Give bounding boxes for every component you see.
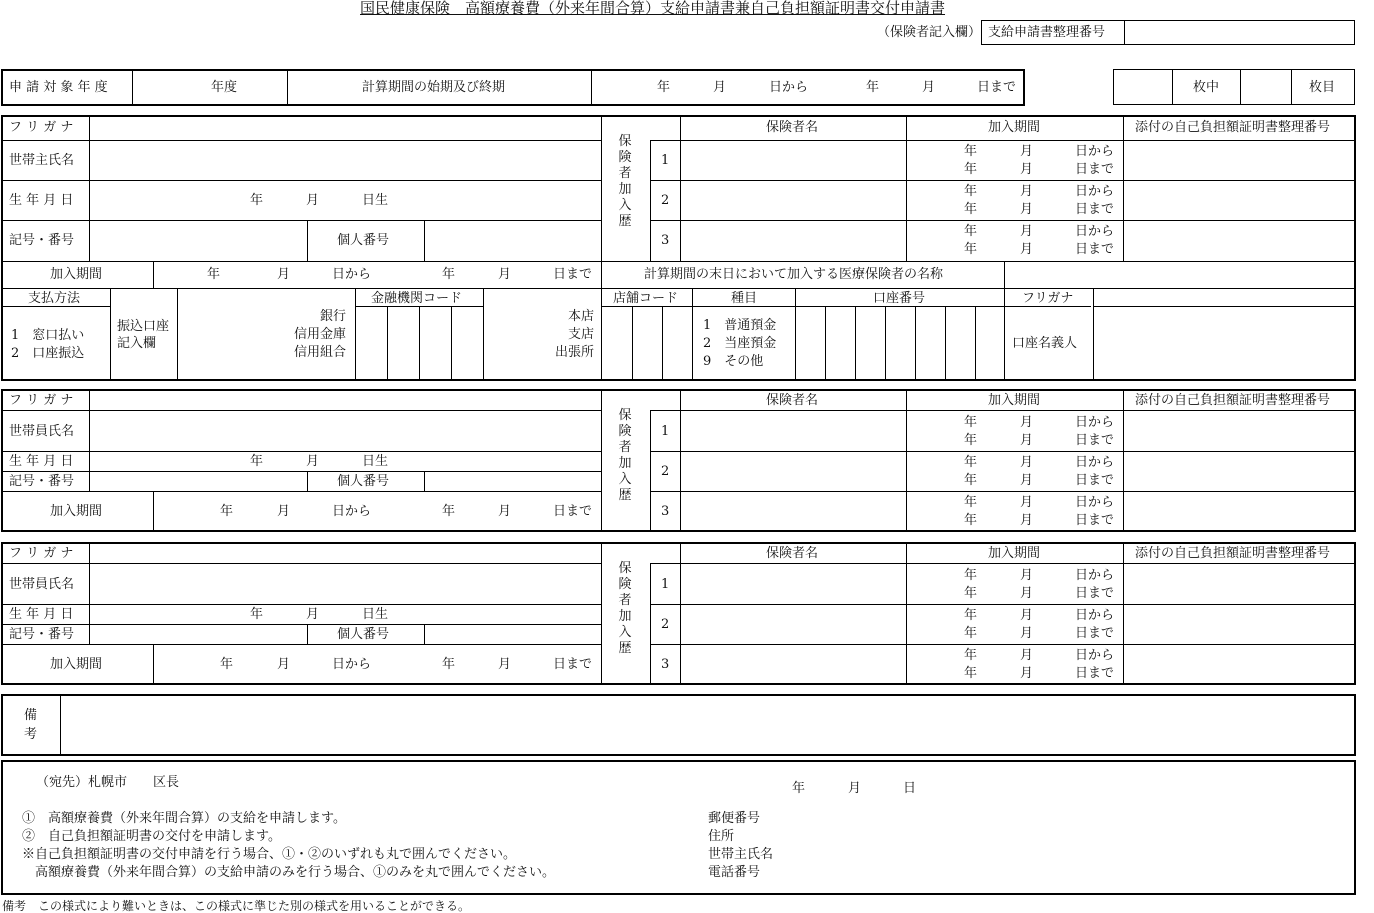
bank-code-label: 金融機関コード (371, 291, 463, 306)
transfer-label-2: 記入欄 (117, 336, 157, 351)
enroll-from-year: 年 (207, 267, 221, 282)
period-from-day: 日から (1075, 415, 1115, 430)
insurer-name-input[interactable] (681, 181, 905, 219)
end-insurer-input[interactable] (1005, 262, 1354, 287)
history-row-number: 3 (661, 233, 670, 248)
insurer-name-input[interactable] (681, 141, 905, 179)
head-name-input[interactable] (91, 141, 600, 179)
end-insurer-label: 計算期間の末日において加入する医療保険者の名称 (644, 267, 944, 282)
to-year: 年 (866, 80, 880, 95)
attached-number-header: 添付の自己負担額証明書整理番号 (1135, 546, 1331, 561)
period-to-month: 月 (1020, 626, 1034, 641)
branch-name-input[interactable] (484, 289, 554, 378)
history-row-number: 2 (661, 193, 670, 208)
insurer-name-header: 保険者名 (766, 120, 819, 135)
account-type-label: 種目 (731, 291, 758, 306)
attached-number-input[interactable] (1124, 221, 1354, 260)
period-from-year: 年 (964, 415, 978, 430)
member-dob-input[interactable] (91, 452, 600, 470)
insurer-name-header: 保険者名 (766, 393, 819, 408)
address-label: 住所 (708, 829, 735, 844)
branch-code-label: 店舗コード (613, 291, 679, 306)
remarks-label-1: 備 (24, 708, 38, 723)
head-id-input[interactable] (91, 221, 306, 260)
period-from-month: 月 (1020, 648, 1034, 663)
member-name-input[interactable] (91, 411, 600, 450)
attached-number-input[interactable] (1124, 181, 1354, 219)
period-to-day: 日まで (1075, 626, 1115, 641)
account-type-ordinary[interactable]: 1 普通預金 (703, 318, 777, 333)
dob-day: 日生 (362, 454, 389, 469)
period-from-day: 日から (1075, 184, 1115, 199)
period-to-month: 月 (1020, 162, 1034, 177)
period-header: 加入期間 (988, 393, 1041, 408)
enroll-from-day: 日から (332, 657, 372, 672)
account-holder-input[interactable] (1094, 307, 1354, 378)
enroll-to-month: 月 (498, 504, 512, 519)
enroll-from-year: 年 (220, 657, 234, 672)
payment-option-window[interactable]: 1 窓口払い (11, 328, 85, 343)
furigana-label: フ リ ガ ナ (9, 393, 74, 408)
dob-month: 月 (306, 193, 320, 208)
head-dob-input[interactable] (91, 181, 600, 219)
member-dob-input[interactable] (91, 605, 600, 623)
furigana-label: フ リ ガ ナ (9, 120, 74, 135)
pages-of-label: 枚中 (1193, 80, 1220, 95)
attached-number-input[interactable] (1124, 605, 1354, 643)
bank-type-credit-union: 信用金庫 (294, 327, 347, 342)
period-to-day: 日まで (1075, 242, 1115, 257)
year-unit: 年度 (211, 80, 238, 95)
from-month: 月 (713, 80, 727, 95)
period-from-day: 日から (1075, 648, 1115, 663)
period-from-day: 日から (1075, 608, 1115, 623)
account-type-other[interactable]: 9 その他 (703, 354, 764, 369)
enroll-to-year: 年 (442, 504, 456, 519)
calc-period-label: 計算期間の始期及び終期 (362, 80, 506, 95)
period-to-year: 年 (964, 202, 978, 217)
my-number-label: 個人番号 (337, 233, 390, 248)
id-label: 記号・番号 (9, 233, 75, 248)
period-to-year: 年 (964, 513, 978, 528)
insurance-history-label: 保 険 者 加 入 歴 (618, 561, 632, 656)
phone-label: 電話番号 (708, 865, 761, 880)
enroll-to-day: 日まで (553, 504, 593, 519)
branch-type-branch: 支店 (568, 327, 595, 342)
period-to-year: 年 (964, 626, 978, 641)
dob-day: 日生 (362, 193, 389, 208)
payment-option-transfer[interactable]: 2 口座振込 (11, 346, 85, 361)
period-from-day: 日から (1075, 144, 1115, 159)
date-day: 日 (903, 781, 917, 796)
insurer-name-input[interactable] (681, 605, 905, 643)
period-from-year: 年 (964, 224, 978, 239)
period-from-year: 年 (964, 495, 978, 510)
attached-number-input[interactable] (1124, 452, 1354, 490)
enroll-to-month: 月 (498, 657, 512, 672)
enroll-to-month: 月 (498, 267, 512, 282)
insurer-name-header: 保険者名 (766, 546, 819, 561)
account-number-label: 口座番号 (873, 291, 926, 306)
period-from-day: 日から (1075, 568, 1115, 583)
period-from-month: 月 (1020, 608, 1034, 623)
member-id-input[interactable] (91, 625, 306, 643)
period-to-year: 年 (964, 586, 978, 601)
period-from-day: 日から (1075, 455, 1115, 470)
payment-method-label: 支払方法 (28, 291, 81, 306)
dob-year: 年 (250, 193, 264, 208)
history-row-number: 1 (661, 153, 670, 168)
bank-type-bank: 銀行 (320, 309, 347, 324)
account-number-input[interactable] (796, 307, 1004, 378)
enroll-from-month: 月 (277, 267, 291, 282)
from-year: 年 (657, 80, 671, 95)
reference-number-label: 支給申請書整理番号 (988, 25, 1106, 40)
attached-number-input[interactable] (1124, 564, 1354, 603)
period-from-year: 年 (964, 568, 978, 583)
enroll-from-month: 月 (277, 657, 291, 672)
branch-code-input[interactable] (602, 307, 692, 378)
form-title: 国民健康保険 高額療養費（外来年間合算）支給申請書兼自己負担額証明書交付申請書 (360, 0, 946, 17)
dob-label: 生 年 月 日 (9, 193, 74, 208)
period-to-month: 月 (1020, 242, 1034, 257)
period-to-year: 年 (964, 433, 978, 448)
period-to-month: 月 (1020, 433, 1034, 448)
period-from-month: 月 (1020, 184, 1034, 199)
target-year-input[interactable] (134, 71, 204, 104)
attached-number-header: 添付の自己負担額証明書整理番号 (1135, 393, 1331, 408)
enroll-from-day: 日から (332, 267, 372, 282)
remarks-label-2: 考 (24, 727, 38, 742)
attached-number-input[interactable] (1124, 645, 1354, 683)
period-from-year: 年 (964, 455, 978, 470)
branch-type-main: 本店 (568, 309, 595, 324)
period-from-month: 月 (1020, 144, 1034, 159)
head-furigana-input[interactable] (91, 117, 600, 139)
my-number-label: 個人番号 (337, 627, 390, 642)
period-from-month: 月 (1020, 415, 1034, 430)
enrollment-period-label: 加入期間 (50, 504, 103, 519)
enroll-to-day: 日まで (553, 267, 593, 282)
dob-year: 年 (250, 454, 264, 469)
history-row-number: 3 (661, 657, 670, 672)
insurer-name-input[interactable] (681, 452, 905, 490)
account-holder-label: 口座名義人 (1012, 336, 1078, 351)
dob-label: 生 年 月 日 (9, 607, 74, 622)
period-to-year: 年 (964, 666, 978, 681)
period-from-year: 年 (964, 144, 978, 159)
period-from-month: 月 (1020, 568, 1034, 583)
insurer-name-input[interactable] (681, 411, 905, 450)
attached-number-input[interactable] (1124, 492, 1354, 530)
enroll-to-day: 日まで (553, 657, 593, 672)
member-my-number-input[interactable] (425, 472, 600, 490)
id-label: 記号・番号 (9, 627, 75, 642)
holder-furigana-input[interactable] (1094, 289, 1354, 305)
declaration-line-2[interactable]: ② 自己負担額証明書の交付を申請します。 (22, 829, 281, 844)
enrollment-period-label: 加入期間 (50, 657, 103, 672)
enrollment-period-label: 加入期間 (50, 267, 103, 282)
date-month: 月 (848, 781, 862, 796)
period-to-day: 日まで (1075, 162, 1115, 177)
dob-year: 年 (250, 607, 264, 622)
enroll-to-year: 年 (442, 657, 456, 672)
period-from-month: 月 (1020, 455, 1034, 470)
period-to-day: 日まで (1075, 513, 1115, 528)
period-to-day: 日まで (1075, 433, 1115, 448)
id-label: 記号・番号 (9, 474, 75, 489)
enroll-to-year: 年 (442, 267, 456, 282)
total-pages-input[interactable] (1114, 70, 1171, 104)
history-row-number: 1 (661, 577, 670, 592)
applicant-name-label: 世帯主氏名 (708, 847, 774, 862)
attached-number-header: 添付の自己負担額証明書整理番号 (1135, 120, 1331, 135)
period-from-year: 年 (964, 184, 978, 199)
declaration-note-2: 高額療養費（外来年間合算）の支給申請のみを行う場合、①のみを丸で囲んでください。 (22, 865, 556, 880)
attached-number-input[interactable] (1124, 411, 1354, 450)
enroll-from-year: 年 (220, 504, 234, 519)
account-type-current[interactable]: 2 当座預金 (703, 336, 777, 351)
postal-code-input[interactable] (790, 808, 1350, 828)
bank-type-credit-coop: 信用組合 (294, 345, 347, 360)
period-to-month: 月 (1020, 586, 1034, 601)
dob-month: 月 (306, 454, 320, 469)
period-from-month: 月 (1020, 495, 1034, 510)
address-input[interactable] (790, 826, 1350, 846)
member-furigana-input[interactable] (91, 391, 600, 409)
declaration-note-1: ※自己負担額証明書の交付申請を行う場合、①・②のいずれも丸で囲んでください。 (22, 847, 517, 862)
period-to-year: 年 (964, 162, 978, 177)
period-from-month: 月 (1020, 224, 1034, 239)
footnote: 備考 この様式により難いときは、この様式に準じた別の様式を用いることができる。 (2, 899, 471, 913)
enroll-from-day: 日から (332, 504, 372, 519)
phone-input[interactable] (790, 862, 1350, 882)
dob-day: 日生 (362, 607, 389, 622)
member-name-input[interactable] (91, 564, 600, 603)
dob-label: 生 年 月 日 (9, 454, 74, 469)
period-to-day: 日まで (1075, 473, 1115, 488)
period-header: 加入期間 (988, 546, 1041, 561)
holder-furigana-label: フリガナ (1022, 291, 1074, 306)
declaration-line-1[interactable]: ① 高額療養費（外来年間合算）の支給を申請します。 (22, 811, 346, 826)
period-to-month: 月 (1020, 666, 1034, 681)
period-from-year: 年 (964, 608, 978, 623)
period-to-day: 日まで (1075, 586, 1115, 601)
to-month: 月 (922, 80, 936, 95)
member-my-number-input[interactable] (425, 625, 600, 643)
period-from-day: 日から (1075, 224, 1115, 239)
page-number-input[interactable] (1241, 70, 1290, 104)
insurance-history-label: 保 険 者 加 入 歴 (618, 134, 632, 229)
reference-number-input[interactable] (1126, 21, 1354, 44)
period-from-year: 年 (964, 648, 978, 663)
target-year-label: 申 請 対 象 年 度 (9, 80, 108, 95)
period-from-day: 日から (1075, 495, 1115, 510)
head-name-label: 世帯主氏名 (9, 153, 75, 168)
page-label: 枚目 (1309, 80, 1336, 95)
member-furigana-input[interactable] (91, 544, 600, 562)
period-to-month: 月 (1020, 473, 1034, 488)
addressee: （宛先）札幌市 区長 (36, 775, 180, 790)
member-name-label: 世帯員氏名 (9, 577, 75, 592)
transfer-label: 振込口座 (117, 319, 170, 334)
from-day: 日から (769, 80, 809, 95)
history-row-number: 3 (661, 504, 670, 519)
enroll-from-month: 月 (277, 504, 291, 519)
history-row-number: 1 (661, 424, 670, 439)
insurance-history-label: 保 険 者 加 入 歴 (618, 408, 632, 503)
dob-month: 月 (306, 607, 320, 622)
insurer-name-input[interactable] (681, 564, 905, 603)
insurer-name-input[interactable] (681, 645, 905, 683)
period-to-year: 年 (964, 242, 978, 257)
history-row-number: 2 (661, 617, 670, 632)
member-id-input[interactable] (91, 472, 306, 490)
head-my-number-input[interactable] (425, 221, 600, 260)
insurer-note: （保険者記入欄） (877, 25, 982, 40)
branch-type-office: 出張所 (555, 345, 595, 360)
period-to-day: 日まで (1075, 202, 1115, 217)
insurer-name-input[interactable] (681, 492, 905, 530)
period-header: 加入期間 (988, 120, 1041, 135)
date-year: 年 (792, 781, 806, 796)
period-to-day: 日まで (1075, 666, 1115, 681)
applicant-name-input[interactable] (790, 844, 1350, 864)
remarks-input[interactable] (62, 696, 1354, 754)
attached-number-input[interactable] (1124, 141, 1354, 179)
period-to-month: 月 (1020, 202, 1034, 217)
bank-code-input[interactable] (356, 307, 483, 378)
postal-code-label: 郵便番号 (708, 811, 761, 826)
insurer-name-input[interactable] (681, 221, 905, 260)
period-to-year: 年 (964, 473, 978, 488)
my-number-label: 個人番号 (337, 474, 390, 489)
to-day: 日まで (977, 80, 1017, 95)
member-name-label: 世帯員氏名 (9, 424, 75, 439)
period-to-month: 月 (1020, 513, 1034, 528)
furigana-label: フ リ ガ ナ (9, 546, 74, 561)
history-row-number: 2 (661, 464, 670, 479)
